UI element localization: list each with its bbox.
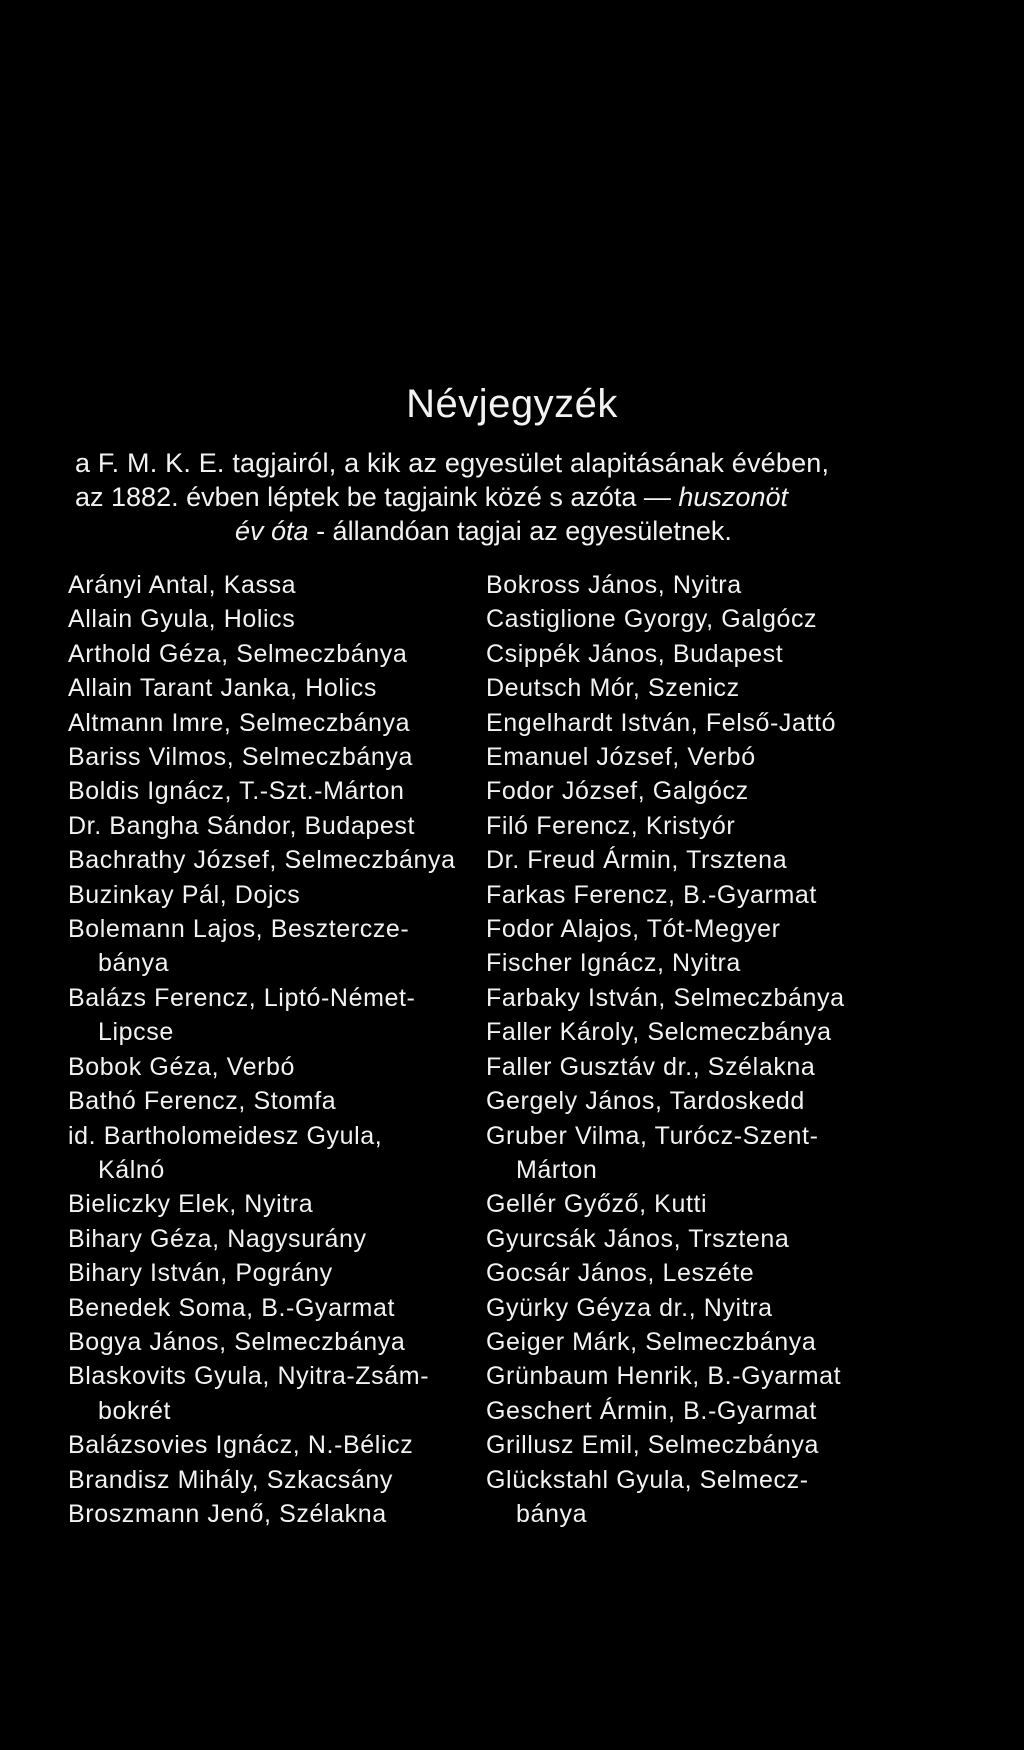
list-item: Allain Gyula, Holics <box>68 605 296 634</box>
list-item: Bihary Géza, Nagysurány <box>68 1224 367 1253</box>
list-item: Bokross János, Nyitra <box>486 571 742 599</box>
intro-text <box>60 446 880 548</box>
list-item: Filó Ferencz, Kristyór <box>486 811 736 840</box>
list-item-continuation: Márton <box>516 1155 598 1184</box>
list-item: Fodor József, Galgócz <box>486 777 749 806</box>
list-item: Gyürky Géyza dr., Nyitra <box>486 1293 773 1322</box>
list-item: Farbaky István, Selmeczbánya <box>486 983 845 1012</box>
list-item: Bariss Vilmos, Selmeczbánya <box>68 743 414 772</box>
list-item-continuation: bokrét <box>98 1396 172 1425</box>
intro-line-3-text: - állandóan tagjai az egyesületnek. <box>308 516 732 546</box>
list-item: Altmann Imre, Selmeczbánya <box>68 708 411 737</box>
list-item-continuation: bánya <box>516 1499 588 1528</box>
member-list-right <box>486 568 906 1531</box>
list-item: id. Bartholomeidesz Gyula, <box>68 1121 383 1150</box>
list-item: Allain Tarant Janka, Holics <box>68 674 377 703</box>
list-item: Bobok Géza, Verbó <box>68 1052 296 1081</box>
list-item: Benedek Soma, B.-Gyarmat <box>68 1293 396 1322</box>
intro-line-2-text: az 1882. évben léptek be tagjaink közé s azóta — <box>75 482 679 512</box>
list-item: Brandisz Mihály, Szkacsány <box>68 1465 393 1494</box>
list-item: Gruber Vilma, Turócz-Szent- <box>486 1121 819 1150</box>
list-item-continuation: bánya <box>98 949 170 978</box>
list-item: Bachrathy József, Selmeczbánya <box>68 846 456 875</box>
list-item-continuation: Kálnó <box>98 1155 165 1184</box>
list-item: Bathó Ferencz, Stomfa <box>68 1087 337 1116</box>
member-list-left <box>68 568 478 1531</box>
list-item: Dr. Bangha Sándor, Budapest <box>68 811 415 840</box>
list-item: Grillusz Emil, Selmeczbánya <box>486 1431 819 1460</box>
list-item: Boldis Ignácz, T.-Szt.-Márton <box>68 777 405 806</box>
list-item: Csippék János, Budapest <box>486 639 784 668</box>
list-item: Bogya János, Selmeczbánya <box>68 1327 406 1356</box>
list-item: Dr. Freud Ármin, Trsztena <box>486 846 788 875</box>
list-item: Grünbaum Henrik, B.-Gyarmat <box>486 1362 842 1391</box>
list-item-continuation: Lipcse <box>98 1018 174 1047</box>
list-item: Deutsch Mór, Szenicz <box>486 674 740 703</box>
list-item: Fischer Ignácz, Nyitra <box>486 949 741 978</box>
intro-line-3 <box>235 514 880 548</box>
intro-line-2-italic: huszonöt <box>678 482 788 512</box>
list-item: Geschert Ármin, B.-Gyarmat <box>486 1396 817 1425</box>
list-item: Balázsovies Ignácz, N.-Bélicz <box>68 1431 414 1460</box>
list-item: Broszmann Jenő, Szélakna <box>68 1499 387 1528</box>
list-item: Emanuel József, Verbó <box>486 743 756 772</box>
list-item: Faller Gusztáv dr., Szélakna <box>486 1052 816 1081</box>
list-item: Glückstahl Gyula, Selmecz- <box>486 1465 809 1494</box>
list-item: Gellér Győző, Kutti <box>486 1190 708 1219</box>
list-item: Arányi Antal, Kassa <box>68 571 297 599</box>
list-item: Gocsár János, Leszéte <box>486 1259 755 1288</box>
intro-line-2 <box>75 480 880 514</box>
list-item: Engelhardt István, Felső-Jattó <box>486 708 837 737</box>
list-item: Geiger Márk, Selmeczbánya <box>486 1327 817 1356</box>
intro-line-3-italic: év óta <box>235 516 309 546</box>
list-item: Fodor Alajos, Tót-Megyer <box>486 915 781 944</box>
list-item: Bihary István, Pográny <box>68 1259 333 1288</box>
list-item: Arthold Géza, Selmeczbánya <box>68 639 408 668</box>
intro-line-1: a F. M. K. E. tagjairól, a kik az egyesület alapitásának évében, <box>75 448 830 478</box>
list-item: Castiglione Gyorgy, Galgócz <box>486 605 818 634</box>
list-item: Bolemann Lajos, Besztercze- <box>68 915 410 944</box>
list-item: Faller Károly, Selcmeczbánya <box>486 1018 832 1047</box>
list-item: Balázs Ferencz, Liptó-Német- <box>68 983 416 1012</box>
list-item: Gergely János, Tardoskedd <box>486 1087 805 1116</box>
list-item: Buzinkay Pál, Dojcs <box>68 880 301 909</box>
list-item: Bieliczky Elek, Nyitra <box>68 1190 314 1219</box>
list-item: Gyurcsák János, Trsztena <box>486 1224 790 1253</box>
list-item: Blaskovits Gyula, Nyitra-Zsám- <box>68 1362 430 1391</box>
list-item: Farkas Ferencz, B.-Gyarmat <box>486 880 817 909</box>
page-title: Névjegyzék <box>406 382 618 426</box>
